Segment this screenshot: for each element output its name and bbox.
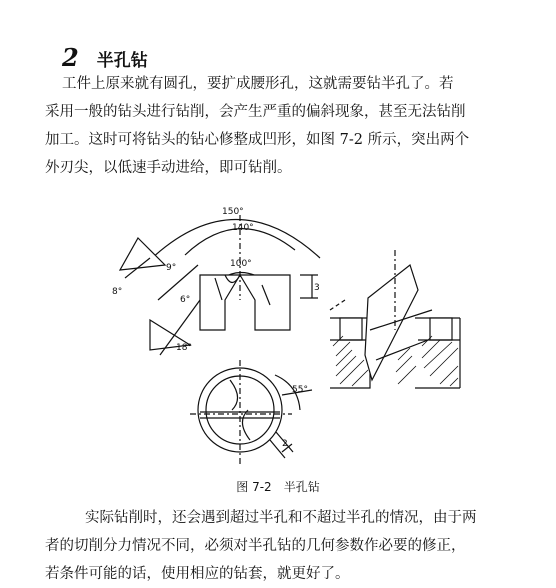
intro-line-1: 工件上原来就有圆孔，要扩成腰形孔，这就需要钻半孔了。若: [62, 76, 454, 92]
angle-6: 6°: [180, 295, 191, 305]
intro-paragraph: [45, 98, 469, 182]
closing-line-1: 实际钻削时，还会遇到超过半孔和不超过半孔的情况，由于两: [85, 510, 477, 526]
intro-line-3: 加工。这时可将钻头的钻心修整成凹形，如图 7-2 所示，突出两个: [45, 132, 470, 148]
angle-100: 100°: [230, 259, 252, 269]
figure-caption: 图 7-2 半孔钻: [236, 480, 320, 494]
section-heading: [62, 43, 148, 72]
closing-paragraph: [45, 504, 477, 588]
section-number: 2: [62, 43, 79, 72]
angle-9: 9°: [166, 263, 177, 273]
intro-line-4: 外刃尖，以低速手动进给，即可钻削。: [45, 160, 292, 176]
closing-line-2: 者的切削分力情况不同，必须对半孔钻的几何参数作必要的修正，: [45, 538, 466, 554]
angle-8: 8°: [112, 287, 123, 297]
angle-150: 150°: [222, 207, 244, 217]
angle-18: 18°: [176, 343, 192, 353]
angle-55: 55°: [292, 385, 308, 395]
half-hole-drill-figure: [0, 195, 556, 480]
closing-line-3: 若条件可能的话，使用相应的钻套，就更好了。: [45, 566, 350, 582]
intro-line-2: 采用一般的钻头进行钻削，会产生严重的偏斜现象，甚至无法钻削: [45, 104, 466, 120]
section-title: 半孔钻: [96, 51, 148, 71]
dimension-3: 3: [314, 283, 320, 293]
dimension-2: 2: [282, 439, 288, 449]
angle-140: 140°: [232, 223, 254, 233]
